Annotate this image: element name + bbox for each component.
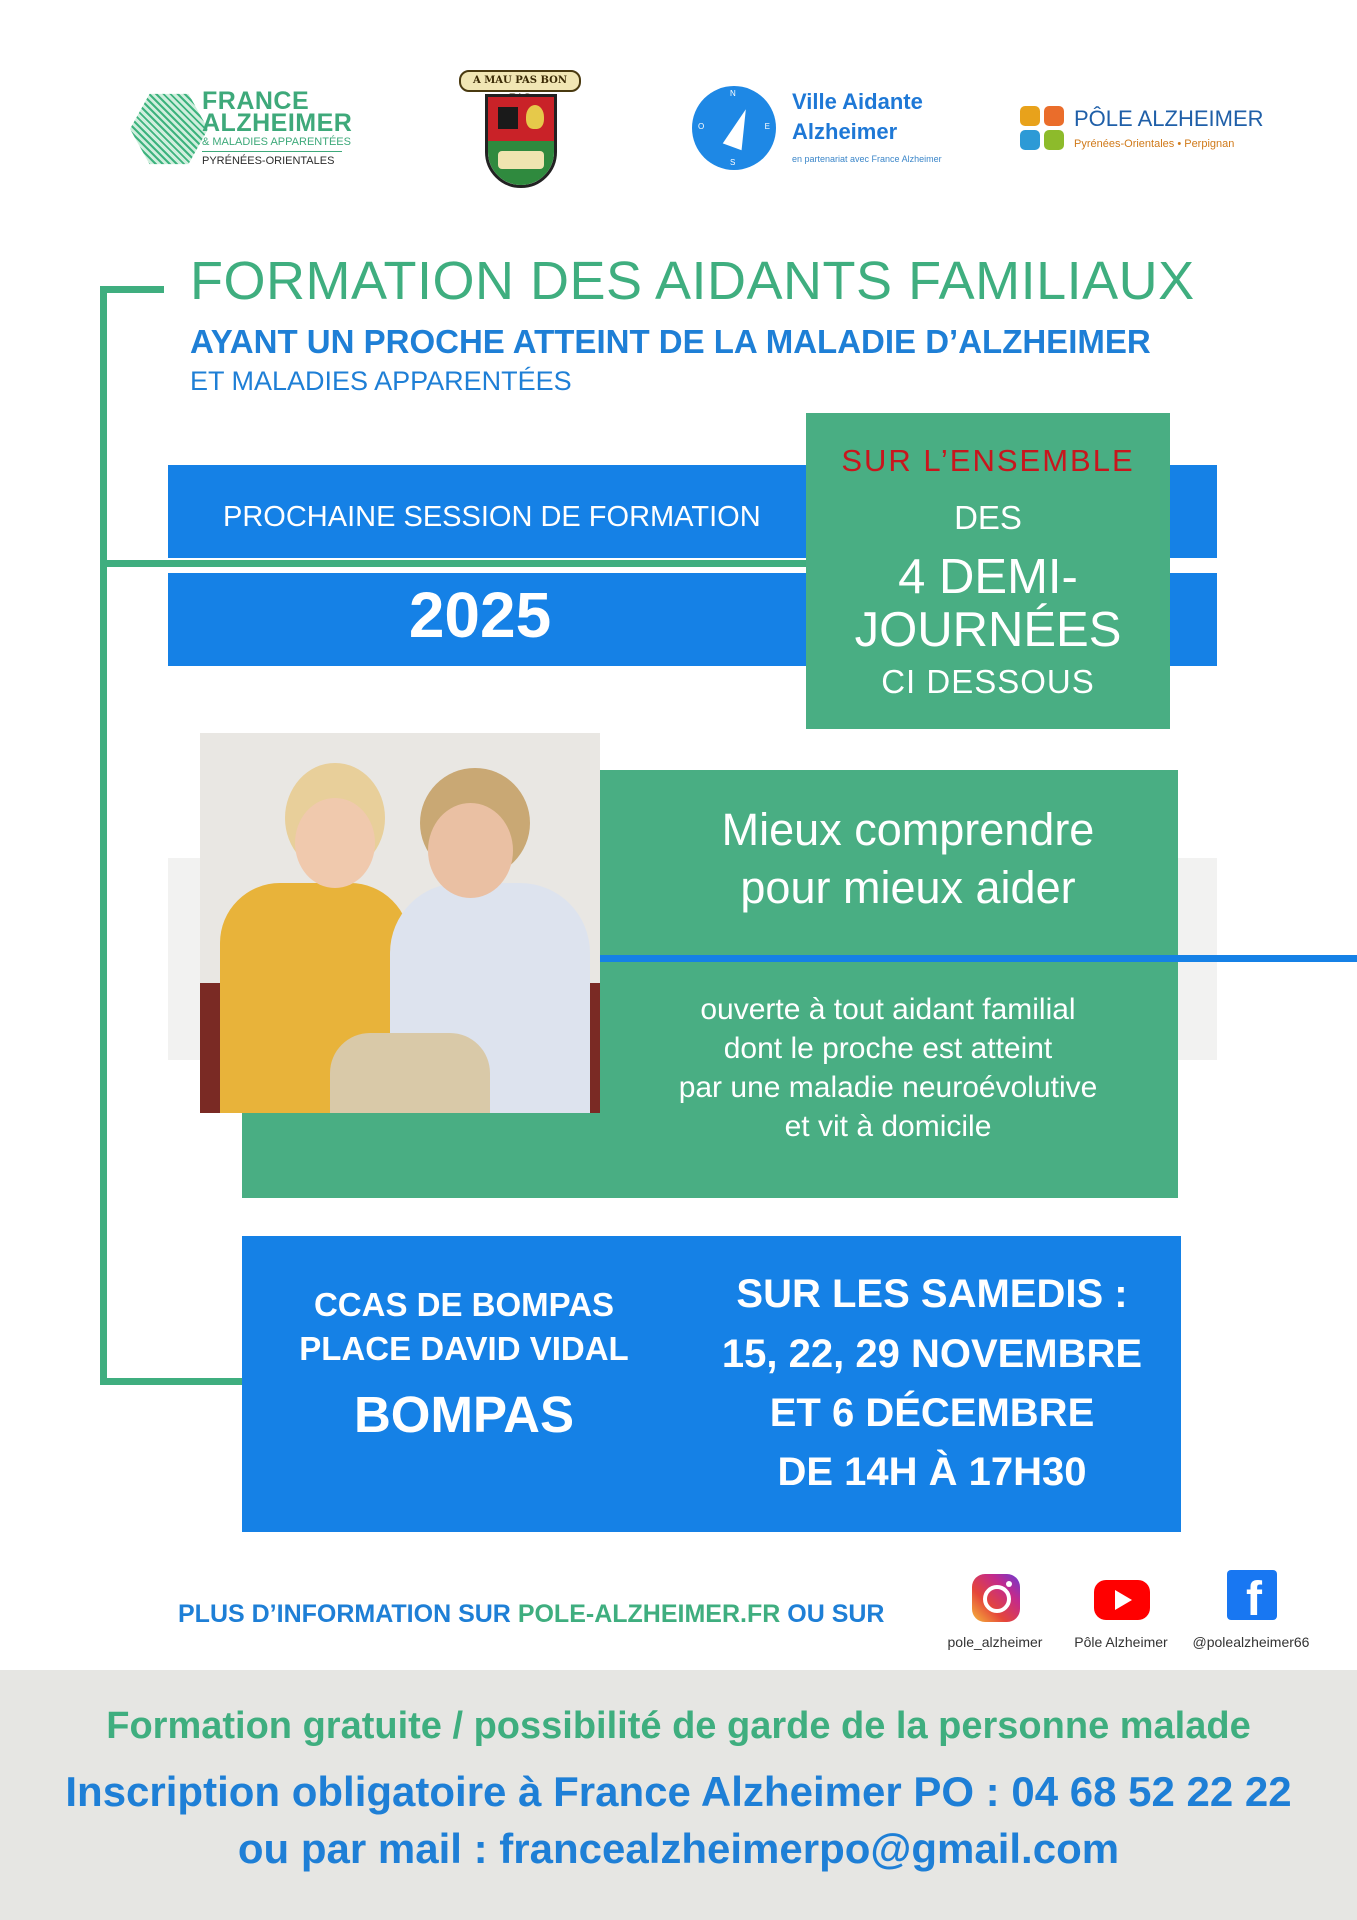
- location-line1: CCAS DE BOMPAS: [313, 1286, 615, 1323]
- feature-blue-line: [600, 955, 1357, 962]
- footer-line1: Formation gratuite / possibilité de garde de la personne malade: [106, 1705, 1251, 1747]
- page-subtitle: AYANT UN PROCHE ATTEINT DE LA MALADIE D’ALZHEIMER: [190, 323, 1151, 360]
- pole-dot-icon: [1020, 130, 1040, 150]
- fa-line4: PYRÉNÉES-ORIENTALES: [202, 155, 335, 167]
- connector-line: [100, 286, 164, 293]
- schedule-line3: ET 6 DÉCEMBRE: [769, 1391, 1095, 1435]
- instagram-icon: [972, 1574, 1020, 1622]
- fa-line1: FRANCE: [202, 87, 310, 115]
- pole-dot-icon: [1044, 130, 1064, 150]
- va-line1: Ville Aidante: [792, 89, 923, 114]
- crest-motto: A MAU PAS BON: [459, 70, 581, 92]
- info-suffix: OU SUR: [780, 1600, 885, 1628]
- location-city: BOMPAS: [353, 1386, 575, 1443]
- feature-headline-2: pour mieux aider: [740, 862, 1076, 913]
- va-line3: en partenariat avec France Alzheimer: [792, 154, 942, 164]
- pole-prefix: PÔLE: [1074, 106, 1133, 131]
- crest-shield: [485, 94, 557, 188]
- footer-line2: Inscription obligatoire à France Alzheimer PO : 04 68 52 22 22: [65, 1768, 1292, 1815]
- compass-e: E: [764, 122, 770, 131]
- pole-alzheimer-logo: [1020, 104, 1264, 164]
- overview-line3: 4 DEMI-: [898, 550, 1078, 604]
- feature-desc-4: et vit à domicile: [784, 1110, 992, 1143]
- compass-icon: [692, 86, 776, 170]
- ville-aidante-logo: [692, 86, 992, 176]
- info-line: [178, 1600, 885, 1629]
- compass-o: O: [698, 122, 705, 131]
- youtube-link[interactable]: [1066, 1574, 1176, 1654]
- connector-line: [100, 560, 810, 567]
- feature-desc-1: ouverte à tout aidant familial: [700, 993, 1076, 1026]
- facebook-icon: f: [1227, 1570, 1277, 1620]
- compass-s: S: [730, 158, 736, 167]
- footer-line3: ou par mail : francealzheimerpo@gmail.com: [237, 1825, 1120, 1872]
- compass-n: N: [730, 89, 736, 98]
- va-line2: Alzheimer: [792, 119, 898, 144]
- location-line2: PLACE DAVID VIDAL: [299, 1330, 629, 1367]
- pole-dot-icon: [1044, 106, 1064, 126]
- photo-two-women: [200, 733, 600, 1113]
- page-subtitle-2: ET MALADIES APPARENTÉES: [190, 366, 572, 396]
- pole-subtitle: Pyrénées-Orientales • Perpignan: [1074, 138, 1235, 150]
- feature-desc-3: par une maladie neuroévolutive: [678, 1071, 1098, 1104]
- connector-line: [100, 286, 107, 1385]
- hexagon-icon: [130, 90, 208, 168]
- pole-dot-icon: [1020, 106, 1040, 126]
- feature-headline-1: Mieux comprendre: [721, 804, 1095, 855]
- instagram-label: pole_alzheimer: [947, 1634, 1043, 1650]
- youtube-icon: [1094, 1580, 1150, 1620]
- schedule-line4: DE 14H À 17H30: [777, 1450, 1087, 1494]
- bompas-crest: [455, 68, 585, 193]
- schedule-line2: 15, 22, 29 NOVEMBRE: [721, 1332, 1143, 1376]
- overview-line4: JOURNÉES: [854, 603, 1122, 657]
- pole-title: [1074, 106, 1264, 132]
- page-title: FORMATION DES AIDANTS FAMILIAUX: [190, 251, 1195, 311]
- france-alzheimer-logo: [130, 88, 370, 178]
- overview-line5: CI DESSOUS: [881, 663, 1095, 700]
- pole-name: ALZHEIMER: [1137, 106, 1264, 131]
- instagram-link[interactable]: [940, 1574, 1050, 1654]
- info-prefix: PLUS D’INFORMATION SUR: [178, 1600, 518, 1628]
- overview-line1: SUR L’ENSEMBLE: [841, 443, 1135, 478]
- youtube-label: Pôle Alzheimer: [1074, 1634, 1168, 1650]
- info-site-link[interactable]: POLE-ALZHEIMER.FR: [517, 1600, 781, 1628]
- overview-line2: DES: [954, 499, 1022, 536]
- facebook-label: @polealzheimer66: [1192, 1634, 1310, 1650]
- feature-desc-2: dont le proche est atteint: [723, 1032, 1053, 1065]
- fa-line2: ALZHEIMER: [202, 109, 353, 137]
- connector-line: [100, 1378, 246, 1385]
- session-label: PROCHAINE SESSION DE FORMATION: [223, 501, 761, 533]
- fa-divider: [202, 151, 342, 152]
- session-year: 2025: [408, 579, 552, 651]
- fa-line3: & MALADIES APPARENTÉES: [202, 136, 351, 148]
- schedule-line1: SUR LES SAMEDIS :: [736, 1272, 1128, 1316]
- overview-box: [806, 413, 1170, 729]
- facebook-link[interactable]: [1186, 1570, 1316, 1654]
